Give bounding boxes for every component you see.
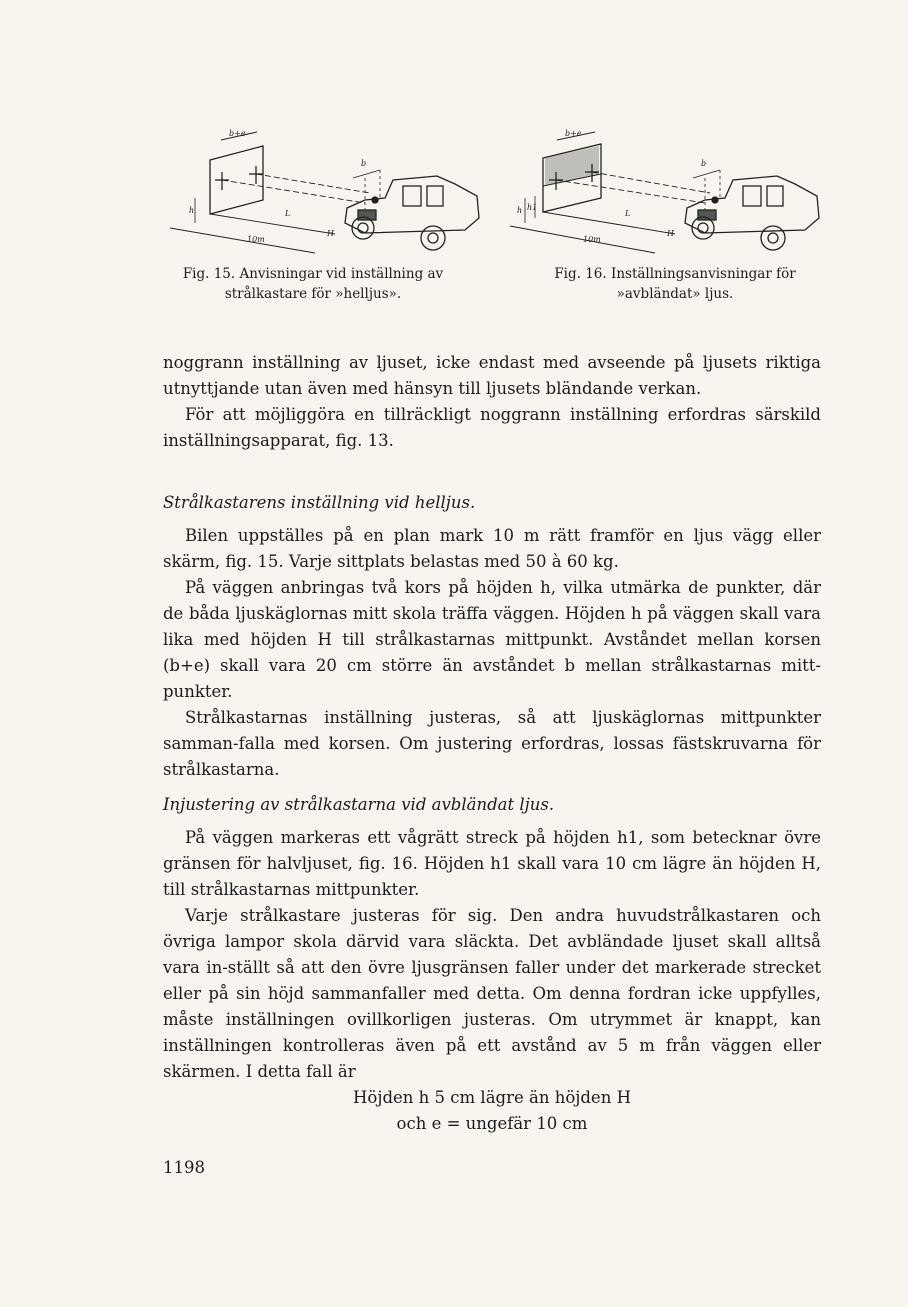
caption-line: Fig. 15. Anvisningar vid inställning av (182, 266, 444, 282)
page-number: 1198 (163, 1158, 205, 1177)
label-b: b (361, 159, 367, 168)
label-b: b (701, 159, 707, 168)
formula-line: och e = ungefär 10 cm (396, 1114, 588, 1133)
label-distance: 10m (583, 235, 601, 244)
label-H: H (667, 229, 674, 238)
caption-line: strålkastare för »helljus». (224, 286, 402, 302)
paragraph: Bilen uppställes på en plan mark 10 m rätt framför en ljus vägg eller skärm, fig. 15. Varje sittplats belastas med 50 à 60 kg. (163, 526, 821, 571)
low-beam-aiming-diagram (505, 118, 835, 258)
paragraph: noggrann inställning av ljuset, icke endast med avseende på ljusets riktiga utnyttjande utan även med hänsyn till ljusets bländande verkan. (163, 353, 821, 398)
formula-line: Höjden h 5 cm lägre än höjden H (353, 1088, 631, 1107)
figure-16-diagram (505, 118, 835, 258)
label-L: L (285, 209, 291, 218)
caption-line: Fig. 16. Inställningsanvisningar för (554, 266, 796, 282)
section-helljus-body (163, 523, 821, 783)
label-h1: h1 (527, 203, 538, 212)
car-illustration (345, 176, 479, 250)
section-heading-avblandat: Injustering av strålkastarna vid avbländat ljus. (163, 795, 555, 814)
paragraph: På väggen anbringas två kors på höjden h, vilka utmärka de punkter, där de båda ljuskäglornas mitt skola träffa väggen. Höjden h på väggen skall vara lika med höjden H till strålkastarnas mittpunkt. Avståndet mellan korsen (b+e) skall vara 20 cm större än avståndet b mellan strålkastarnas mitt-punkter. (163, 578, 821, 701)
paragraph: För att möjliggöra en tillräckligt noggrann inställning erfordras särskild inställningsapparat, fig. 13. (163, 405, 821, 450)
label-h: h (517, 206, 523, 215)
section-avblandat-body (163, 825, 821, 1137)
figure-16-caption (530, 264, 820, 304)
paragraph: Varje strålkastare justeras för sig. Den andra huvudstrålkastaren och övriga lampor skola därvid vara släckta. Det avbländade ljuset skall alltså vara in-ställt så att den övre ljusgränsen faller under det markerade strecket eller på sin höjd sammanfaller med detta. Om denna fordran icke uppfylles, måste inställningen ovillkorligen justeras. Om utrymmet är knappt, kan inställningen kontrolleras även på ett avstånd av 5 m från väggen eller skärmen. I detta fall är (163, 906, 821, 1081)
label-H: H (327, 229, 334, 238)
paragraph: Strålkastarnas inställning justeras, så att ljuskäglornas mittpunkter samman-falla med korsen. Om justering erfordras, lossas fästskruvarna för strålkastarna. (163, 708, 821, 779)
headlight-aiming-diagram (165, 118, 495, 258)
label-b-plus-e: b+e (229, 129, 246, 138)
car-illustration (685, 176, 819, 250)
label-L: L (625, 209, 631, 218)
caption-line: »avbländat» ljus. (616, 286, 734, 302)
figure-15-diagram (165, 118, 495, 258)
section-heading-helljus: Strålkastarens inställning vid helljus. (163, 493, 476, 512)
label-distance: 10m (247, 235, 265, 244)
label-h: h (189, 206, 195, 215)
label-b-plus-e: b+e (565, 129, 582, 138)
paragraph: På väggen markeras ett vågrätt streck på höjden h1, som betecknar övre gränsen för halvljuset, fig. 16. Höjden h1 skall vara 10 cm lägre än höjden H, till strålkastarnas mittpunkter. (163, 828, 821, 899)
figure-15-caption (168, 264, 458, 304)
intro-block (163, 350, 821, 454)
